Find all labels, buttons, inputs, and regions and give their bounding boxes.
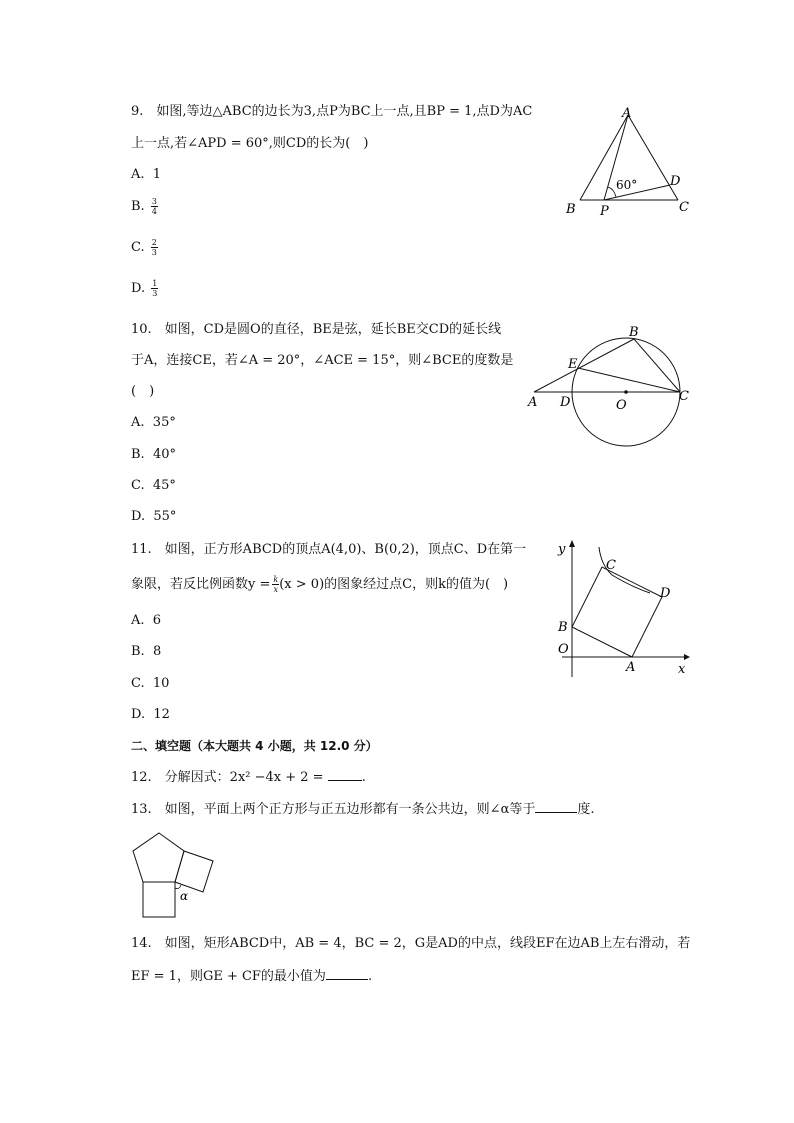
q10-option-d: D. 55° xyxy=(131,509,177,524)
q10-line-ec xyxy=(578,368,680,392)
q14-stem-line1: 14. 如图，矩形ABCD中，AB = 4，BC = 2，G是AD的中点，线段EF在边AB上左右滑动，若 xyxy=(131,936,691,951)
q9-label-p: P xyxy=(600,204,609,219)
q12-answer-blank[interactable] xyxy=(328,768,362,781)
q10-label-o: O xyxy=(616,398,627,413)
q11-label-x: x xyxy=(678,662,686,677)
q9-label-b: B xyxy=(566,202,576,217)
q11-option-c: C. 10 xyxy=(131,676,170,691)
q13-pentagon-squares-figure xyxy=(125,828,235,928)
q10-stem-line3: ( ) xyxy=(131,384,155,399)
q10-stem-line1: 10. 如图，CD是圆O的直径，BE是弦，延长BE交CD的延长线 xyxy=(131,322,502,337)
q9-option-a: A. 1 xyxy=(131,167,162,182)
q10-circle-figure xyxy=(522,320,697,450)
q9-label-c: C xyxy=(679,200,689,215)
q11-x-arrow xyxy=(684,654,690,660)
q9-stem-line2: 上一点,若∠APD = 60°,则CD的长为( ) xyxy=(131,136,369,151)
q11-option-a: A. 6 xyxy=(131,613,162,628)
q10-label-c: C xyxy=(679,389,689,404)
q11-label-o: O xyxy=(558,642,569,657)
q11-label-y: y xyxy=(558,542,566,557)
q10-label-e: E xyxy=(568,357,578,372)
q10-option-c: C. 45° xyxy=(131,478,176,493)
q13-stem: 13. 如图，平面上两个正方形与正五边形都有一条公共边，则∠α等于 度. xyxy=(131,802,595,817)
q9-triangle-figure xyxy=(560,105,700,220)
q10-stem-line2: 于A，连接CE，若∠A = 20°，∠ACE = 15°，则∠BCE的度数是 xyxy=(131,353,514,368)
q9-stem-line1: 9. 如图,等边△ABC的边长为3,点P为BC上一点,且BP = 1,点D为AC xyxy=(131,104,533,119)
q13-label-alpha: α xyxy=(180,889,189,903)
q9-option-c: C. $\frac{2}{3}$ xyxy=(131,238,157,257)
q9-angle-arc xyxy=(608,187,616,197)
q10-label-b: B xyxy=(629,325,639,340)
q10-label-a: A xyxy=(528,395,538,410)
q12-stem: 12. 分解因式：2x² −4x + 2 = . xyxy=(131,770,366,785)
q14-stem-line2: EF = 1，则GE + CF的最小值为 . xyxy=(131,969,373,984)
q10-center-dot xyxy=(624,390,628,394)
q9-angle-60: 60° xyxy=(616,178,638,192)
section-fill-in-heading: 二、填空题（本大题共 4 小题，共 12.0 分） xyxy=(131,739,378,753)
q11-option-d: D. 12 xyxy=(131,707,170,722)
q11-square xyxy=(572,567,662,657)
q11-stem-line2: 象限，若反比例函数y = $\frac{k}{x}$ (x > 0)的图象经过点C，则k的值为( ) xyxy=(131,575,509,594)
q11-label-c: C xyxy=(606,558,616,573)
q10-label-d: D xyxy=(560,395,571,410)
q14-answer-blank[interactable] xyxy=(326,967,368,980)
q11-coordinate-figure xyxy=(552,535,697,680)
q10-option-a: A. 35° xyxy=(131,415,176,430)
q9-label-d: D xyxy=(670,174,681,189)
q10-option-b: B. 40° xyxy=(131,447,176,462)
q13-answer-blank[interactable] xyxy=(535,800,577,813)
q10-line-ab xyxy=(534,339,634,392)
q11-stem-line1: 11. 如图，正方形ABCD的顶点A(4,0)、B(0,2)，顶点C、D在第一 xyxy=(131,542,527,557)
q9-label-a: A xyxy=(622,106,632,121)
q9-option-d: D. $\frac{1}{3}$ xyxy=(131,279,158,298)
q11-label-d: D xyxy=(660,586,671,601)
q11-label-a: A xyxy=(626,660,636,675)
q11-y-arrow xyxy=(569,540,575,547)
q11-option-b: B. 8 xyxy=(131,644,162,659)
q11-label-b: B xyxy=(558,620,568,635)
q13-square-bottom xyxy=(143,882,175,917)
q9-option-b: B. $\frac{3}{4}$ xyxy=(131,197,157,216)
q13-pentagon xyxy=(133,833,184,882)
